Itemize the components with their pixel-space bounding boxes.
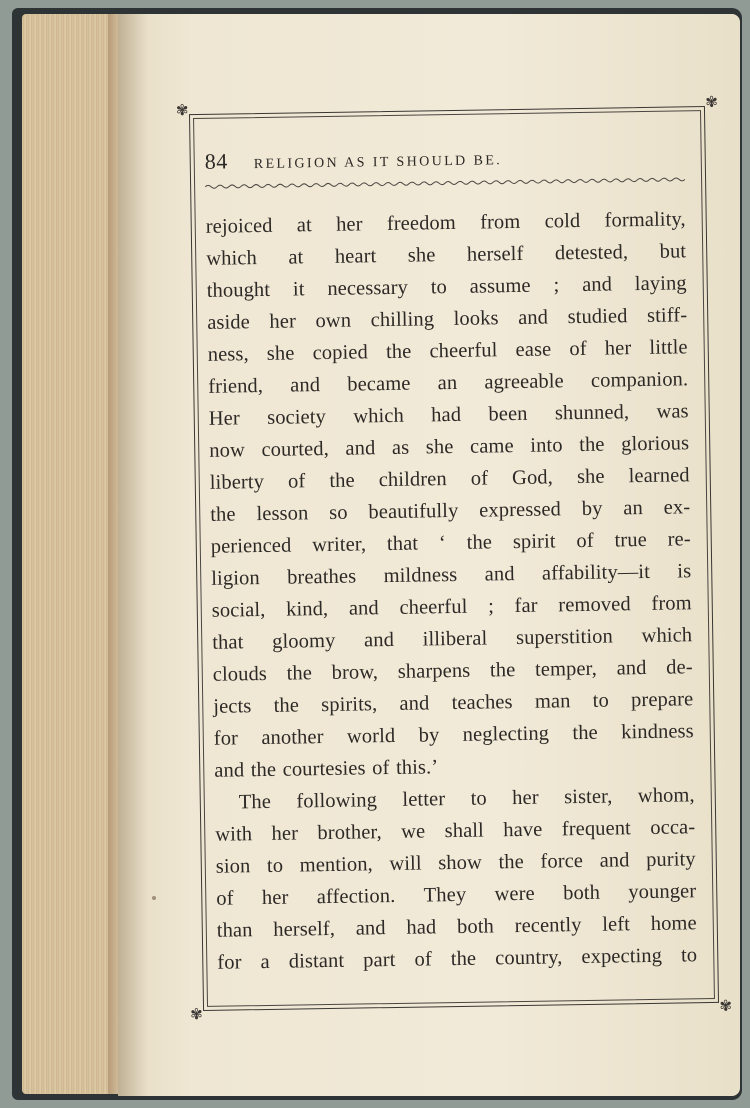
text-line: clouds the brow, sharpens the temper, and de- <box>212 656 693 686</box>
text-line: friend, and became an agreeable companion. <box>208 368 689 398</box>
text-line: now courted, and as she came into the glorious <box>209 432 690 462</box>
page-number: 84 <box>204 148 228 174</box>
corner-ornament-icon: ✾ <box>175 101 189 120</box>
text-line: and the courtesies of this.’ <box>214 756 439 782</box>
text-line: thought it necessary to assume ; and laying <box>206 272 687 302</box>
text-line: sion to mention, will show the force and purity <box>215 848 696 878</box>
text-line: Her society which had been shunned, was <box>208 400 689 430</box>
corner-ornament-icon: ✾ <box>705 92 719 111</box>
text-line: for a distant part of the country, expecting to <box>217 944 698 974</box>
text-line: of her affection. They were both younger <box>216 880 697 910</box>
text-line: perienced writer, that ‘ the spirit of true re- <box>210 528 691 558</box>
text-line: than herself, and had both recently left home <box>216 912 697 942</box>
text-line: ligion breathes mildness and affability—it is <box>211 560 692 590</box>
paper-spot <box>152 896 156 900</box>
text-line: rejoiced at her freedom from cold formality, <box>205 208 686 238</box>
text-line: aside her own chilling looks and studied stiff- <box>207 304 688 334</box>
text-line: jects the spirits, and teaches man to prepare <box>213 688 694 718</box>
text-line: which at heart she herself detested, but <box>206 240 687 270</box>
wavy-rule <box>205 176 685 190</box>
text-line: that gloomy and illiberal superstition which <box>212 624 693 654</box>
text-line: with her brother, we shall have frequent occa- <box>215 816 696 846</box>
page-edges <box>22 14 122 1094</box>
running-head: RELIGION AS IT SHOULD BE. <box>253 153 503 173</box>
text-line: the lesson so beautifully expressed by an ex- <box>210 496 691 526</box>
page-content <box>205 141 698 978</box>
text-line: liberty of the children of God, she learned <box>209 464 690 494</box>
text-line: The following letter to her sister, whom, <box>238 784 695 814</box>
gutter-shadow <box>118 14 148 1096</box>
corner-ornament-icon: ✾ <box>189 1005 203 1024</box>
body-text <box>206 203 698 978</box>
text-line: ness, she copied the cheerful ease of her little <box>207 336 688 366</box>
corner-ornament-icon: ✾ <box>719 996 733 1015</box>
text-line: social, kind, and cheerful ; far removed from <box>211 592 692 622</box>
ornamental-frame <box>175 92 733 1024</box>
text-line: for another world by neglecting the kindness <box>213 720 694 750</box>
